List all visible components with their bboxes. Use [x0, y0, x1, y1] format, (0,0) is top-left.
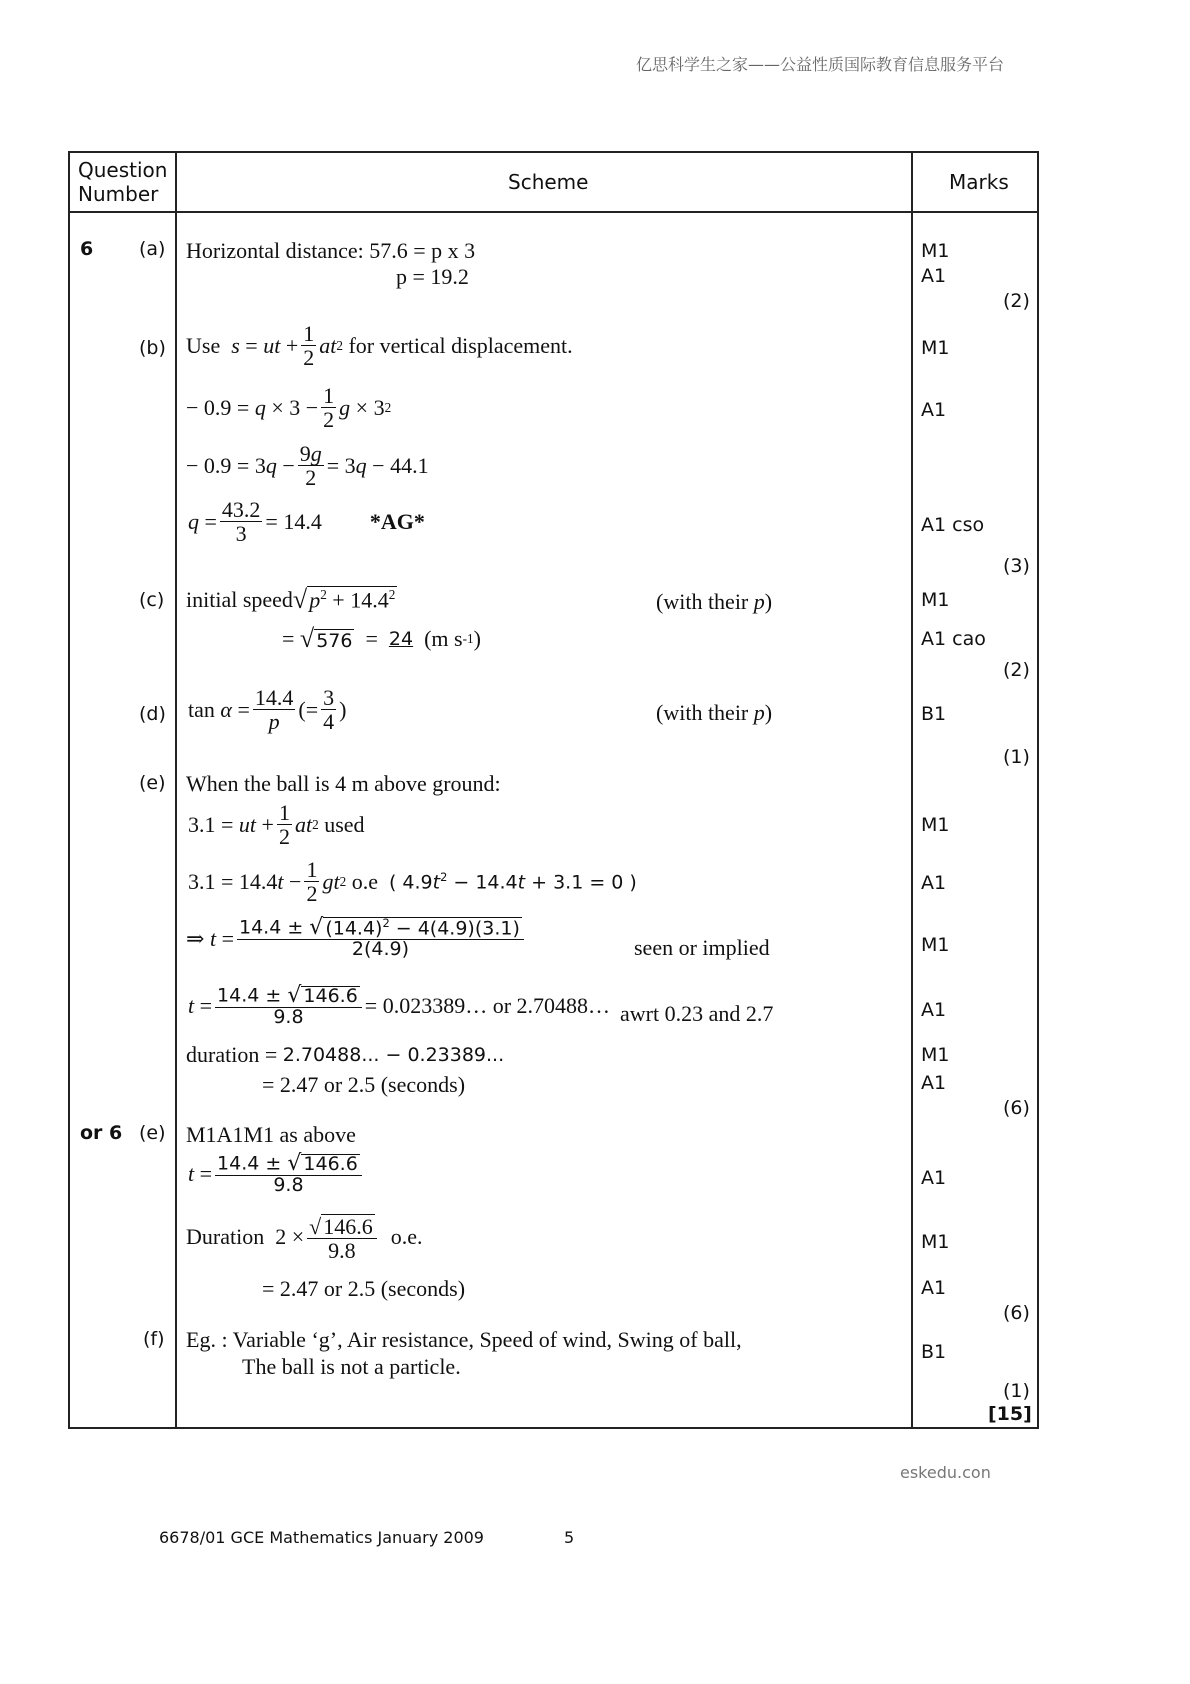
grand-total: [15] [988, 1403, 1032, 1425]
scheme-d-note: (with their p) [656, 700, 773, 725]
site-header: 亿思科学生之家——公益性质国际教育信息服务平台 [636, 55, 1005, 74]
part-a-label: (a) [139, 238, 166, 260]
mark-subtotal: (1) [1003, 746, 1030, 768]
mark: M1 [921, 589, 950, 611]
scheme-b-line4: q = $\frac{43.2}{3}$ = 14.4 *AG* [188, 497, 425, 547]
question-number: 6 [80, 238, 94, 260]
scheme-e-line5: duration = 2.70488... − 0.23389... [186, 1042, 505, 1067]
mark-subtotal: (3) [1003, 555, 1030, 577]
mark: A1 [921, 872, 947, 894]
mark-subtotal: (2) [1003, 659, 1030, 681]
scheme-c-note: (with their p) [656, 589, 773, 614]
mark-subtotal: (1) [1003, 1380, 1030, 1402]
mark: A1 [921, 265, 947, 287]
scheme-b-line1: Use s = ut + $\frac{1}{2}$ at 2 for vertical displacement. [186, 321, 573, 371]
mark: B1 [921, 1341, 947, 1363]
scheme-alt-line1: t = 14.4 ± √ 146.6 9.8 [188, 1153, 365, 1196]
header-scheme: Scheme [508, 170, 589, 194]
part-e-label: (e) [139, 772, 166, 794]
page-number: 5 [564, 1528, 575, 1547]
scheme-c-line1: initial speed √ $p^2 + 14.4^2$ [186, 585, 396, 615]
footer-title: 6678/01 GCE Mathematics January 2009 [159, 1528, 484, 1547]
mark: A1 cao [921, 628, 986, 650]
scheme-f-line1: Eg. : Variable ‘g’, Air resistance, Speed of wind, Swing of ball, [186, 1327, 742, 1352]
mark: A1 [921, 1277, 947, 1299]
mark: A1 [921, 1167, 947, 1189]
scheme-a-line1: Horizontal distance: 57.6 = p x 3 [186, 238, 476, 263]
scheme-e-line3: ⇒ t = 14.4 ± √ $(14.4)^2 - 4(4.9)(3.1)$ 2(4.9) [186, 917, 527, 960]
scheme-d-line1: tan α = $\frac{14.4}{p}$ (= $\frac{3}{4}$ ) [188, 685, 347, 735]
scheme-b-line3: − 0.9 = 3 q − $\frac{9g}{2}$ = 3 q − 44.1 [186, 441, 429, 491]
mark: M1 [921, 934, 950, 956]
scheme-b-line2: − 0.9 = q × 3 − $\frac{1}{2}$ g × 3 2 [186, 383, 392, 433]
header-question-number: Question Number [78, 158, 168, 206]
scheme-f-line2: The ball is not a particle. [242, 1354, 461, 1379]
scheme-alt-line3: = 2.47 or 2.5 (seconds) [262, 1276, 466, 1301]
scheme-c-line2: = √ 576 = 24 (m s -1 ) [282, 624, 481, 653]
scheme-e-line6: = 2.47 or 2.5 (seconds) [262, 1072, 466, 1097]
part-b-label: (b) [139, 337, 166, 359]
mark: M1 [921, 814, 950, 836]
scheme-e-line2: 3.1 = 14.4 t − $\frac{1}{2}$ gt 2 o.e ( $4.9t^2 - 14.4t + 3.1 = 0$ ) [188, 857, 637, 907]
mark: A1 [921, 399, 947, 421]
mark: M1 [921, 337, 950, 359]
mark: M1 [921, 1231, 950, 1253]
scheme-e-line4: t = 14.4 ± √ 146.6 9.8 = 0.023389… or 2.70488… [188, 983, 611, 1028]
mark: A1 [921, 1072, 947, 1094]
watermark: eskedu.con [900, 1463, 991, 1482]
mark: M1 [921, 1044, 950, 1066]
scheme-alt-line2: Duration 2 × √ 146.6 9.8 o.e. [186, 1213, 423, 1263]
scheme-e-note1: seen or implied [634, 935, 770, 960]
mark: B1 [921, 703, 947, 725]
mark: A1 cso [921, 514, 985, 536]
part-d-label: (d) [139, 703, 166, 725]
alt-part-e-label: (e) [139, 1122, 166, 1144]
scheme-alt-line0: M1A1M1 as above [186, 1122, 356, 1147]
mark-subtotal: (6) [1003, 1097, 1030, 1119]
scheme-e-note2: awrt 0.23 and 2.7 [620, 1001, 774, 1026]
part-c-label: (c) [139, 589, 165, 611]
mark: A1 [921, 999, 947, 1021]
alt-question-number: or 6 [80, 1122, 123, 1144]
mark-subtotal: (6) [1003, 1302, 1030, 1324]
scheme-e-line1: 3.1 = ut + $\frac{1}{2}$ at 2 used [188, 800, 365, 850]
header-marks: Marks [949, 170, 1009, 194]
part-f-label: (f) [143, 1328, 165, 1350]
mark: M1 [921, 240, 950, 262]
scheme-a-line2: p = 19.2 [396, 264, 469, 289]
scheme-e-line0: When the ball is 4 m above ground: [186, 771, 501, 796]
mark-subtotal: (2) [1003, 290, 1030, 312]
